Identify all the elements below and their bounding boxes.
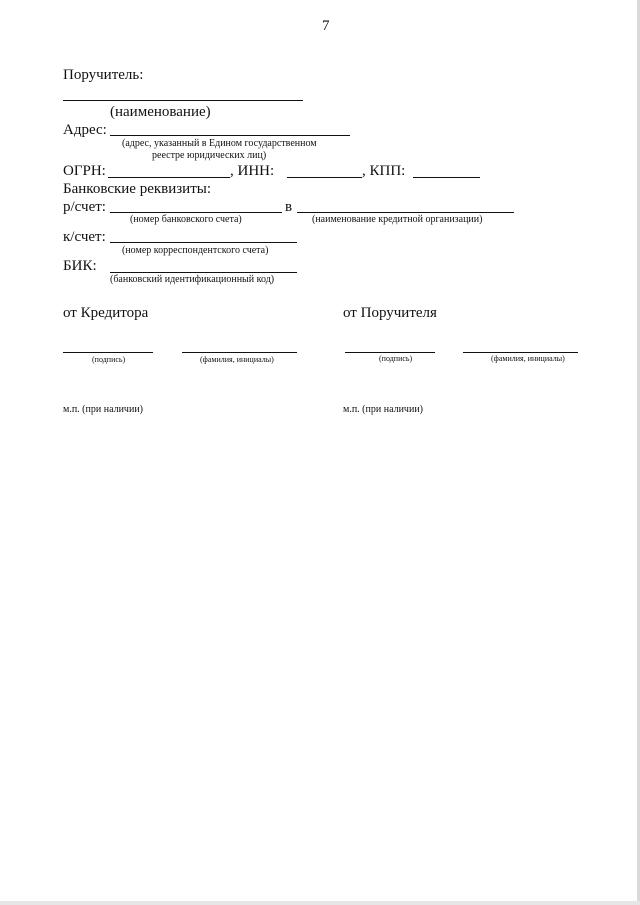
bik-label: БИК: bbox=[63, 258, 97, 274]
account-label: р/счет: bbox=[63, 199, 106, 215]
creditor-name-line bbox=[182, 352, 297, 353]
corr-account-label: к/счет: bbox=[63, 229, 106, 245]
creditor-signature-line bbox=[63, 352, 153, 353]
guarantor-name-line-sign bbox=[463, 352, 578, 353]
creditor-signature-caption: (подпись) bbox=[92, 355, 126, 364]
scan-edge-bottom bbox=[0, 901, 640, 905]
inn-label: , ИНН: bbox=[230, 163, 275, 179]
creditor-stamp-note: м.п. (при наличии) bbox=[63, 404, 143, 415]
bik-line bbox=[110, 272, 297, 273]
account-caption: (номер банковского счета) bbox=[130, 214, 242, 225]
address-caption-line2: реестре юридических лиц) bbox=[152, 150, 267, 161]
bik-caption: (банковский идентификационный код) bbox=[110, 274, 275, 285]
bank-caption: (наименование кредитной организации) bbox=[312, 214, 483, 225]
creditor-heading: от Кредитора bbox=[63, 305, 149, 321]
address-caption-line1: (адрес, указанный в Едином государственном bbox=[122, 138, 317, 149]
guarantor-stamp-note: м.п. (при наличии) bbox=[343, 404, 423, 415]
guarantor-signature-caption: (подпись) bbox=[379, 354, 413, 363]
guarantor-name-caption-sign: (фамилия, инициалы) bbox=[491, 354, 565, 363]
address-label: Адрес: bbox=[63, 122, 107, 138]
creditor-name-caption: (фамилия, инициалы) bbox=[200, 355, 274, 364]
corr-account-line bbox=[110, 242, 297, 243]
address-line bbox=[110, 135, 350, 136]
guarantor-sign-heading: от Поручителя bbox=[343, 305, 437, 321]
corr-account-caption: (номер корреспондентского счета) bbox=[122, 245, 269, 256]
ogrn-label: ОГРН: bbox=[63, 163, 106, 179]
account-line bbox=[110, 212, 282, 213]
kpp-label: , КПП: bbox=[362, 163, 406, 179]
page-number: 7 bbox=[322, 18, 330, 34]
guarantor-name-caption: (наименование) bbox=[110, 104, 211, 120]
in-label: в bbox=[285, 199, 293, 215]
guarantor-heading: Поручитель: bbox=[63, 67, 144, 83]
inn-line bbox=[287, 177, 362, 178]
bank-details-heading: Банковские реквизиты: bbox=[63, 181, 212, 197]
bank-name-line bbox=[297, 212, 514, 213]
guarantor-signature-line bbox=[345, 352, 435, 353]
ogrn-line bbox=[108, 177, 230, 178]
guarantor-name-line bbox=[63, 100, 303, 101]
kpp-line bbox=[413, 177, 480, 178]
